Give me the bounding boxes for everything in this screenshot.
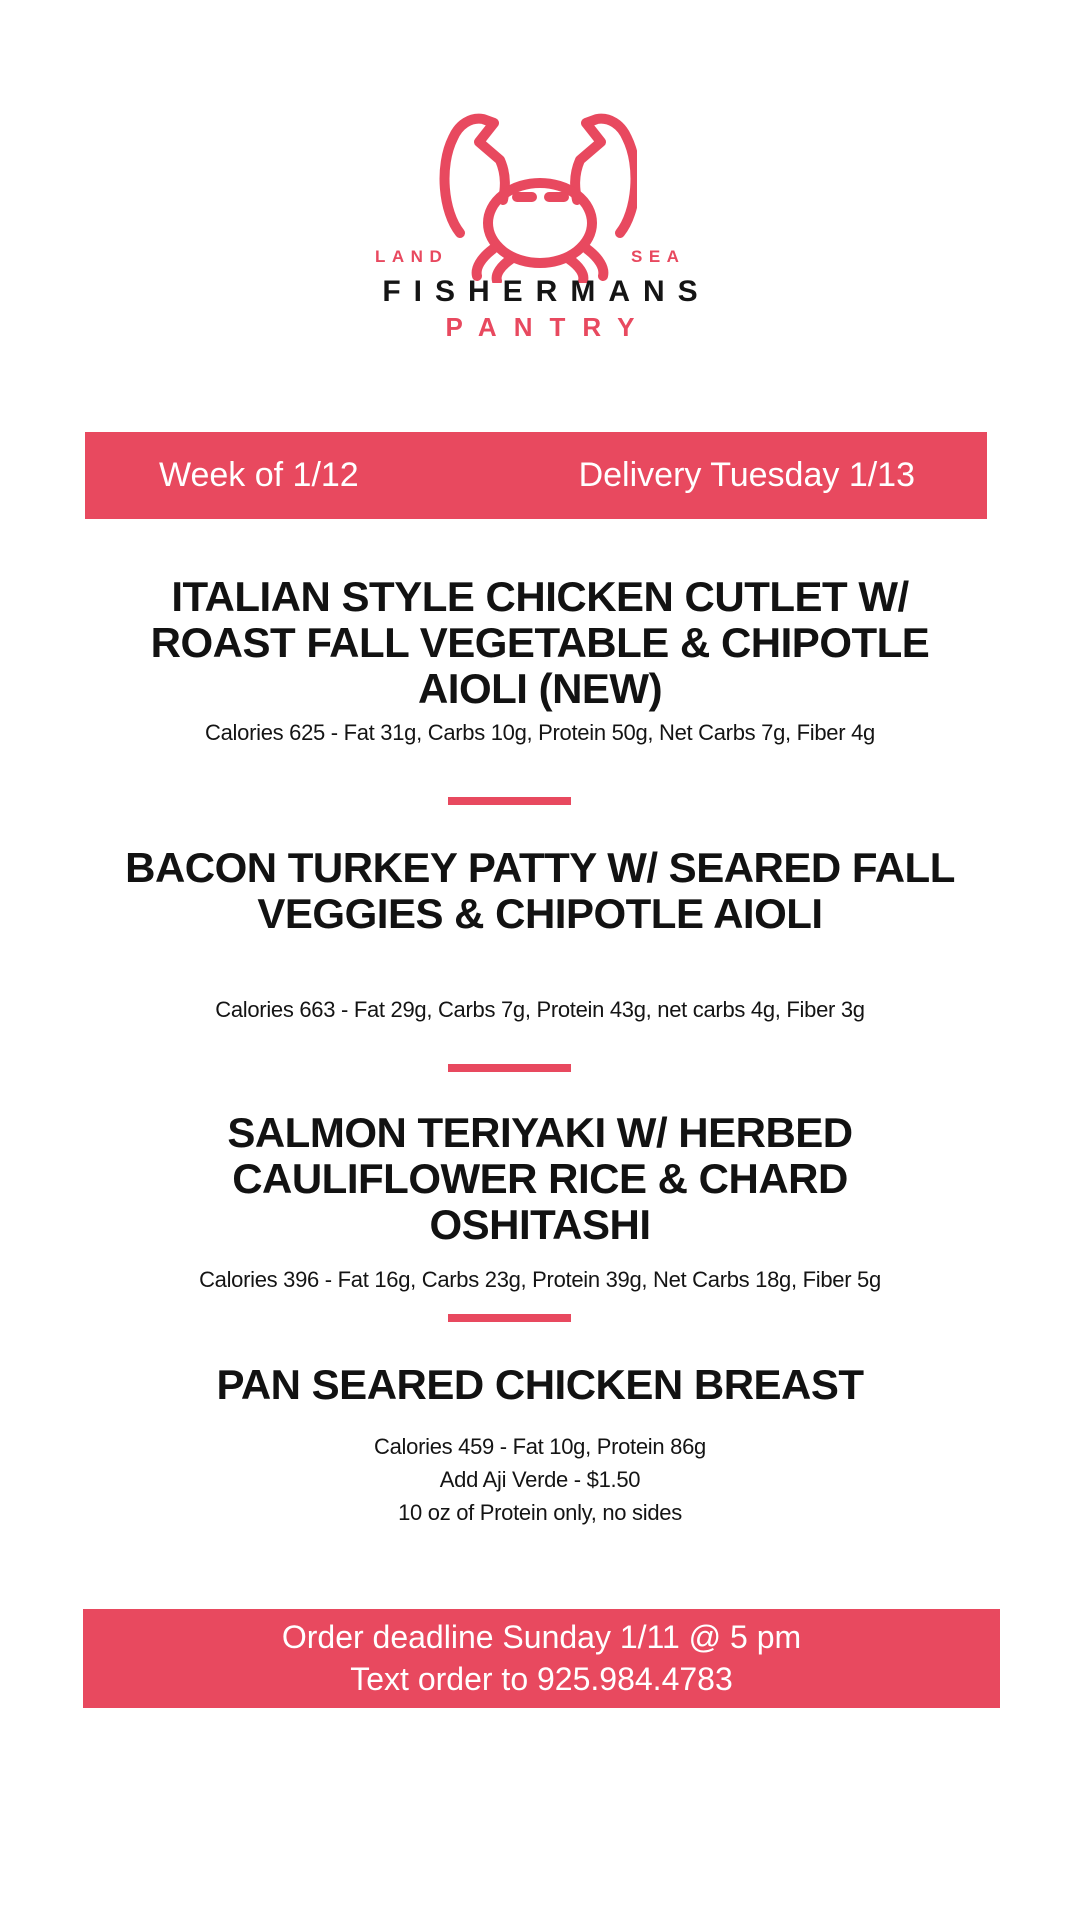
menu-item-4-title bbox=[0, 1362, 1080, 1408]
title-line: SALMON TERIYAKI W/ HERBED bbox=[227, 1109, 853, 1156]
detail-line: Calories 459 - Fat 10g, Protein 86g bbox=[374, 1434, 706, 1459]
title-line: OSHITASHI bbox=[429, 1201, 651, 1248]
logo-land-label: LAND bbox=[375, 247, 449, 266]
title-line: ITALIAN STYLE CHICKEN CUTLET W/ bbox=[171, 573, 909, 620]
title-line: VEGGIES & CHIPOTLE AIOLI bbox=[257, 890, 823, 937]
menu-item-3-details: Calories 396 - Fat 16g, Carbs 23g, Protein 39g, Net Carbs 18g, Fiber 5g bbox=[199, 1267, 881, 1292]
title-line: ROAST FALL VEGETABLE & CHIPOTLE bbox=[150, 619, 930, 666]
title-line: BACON TURKEY PATTY W/ SEARED FALL bbox=[125, 844, 955, 891]
menu-item-1-details: Calories 625 - Fat 31g, Carbs 10g, Protein 50g, Net Carbs 7g, Fiber 4g bbox=[205, 720, 875, 745]
week-label: Week of 1/12 bbox=[159, 456, 359, 494]
delivery-label: Delivery Tuesday 1/13 bbox=[578, 456, 915, 494]
menu-item-2-title bbox=[0, 845, 1080, 937]
section-divider bbox=[448, 1314, 571, 1322]
order-phone-label: Text order to 925.984.4783 bbox=[350, 1661, 733, 1697]
section-divider bbox=[448, 797, 571, 805]
order-deadline-label: Order deadline Sunday 1/11 @ 5 pm bbox=[281, 1619, 802, 1655]
detail-line: 10 oz of Protein only, no sides bbox=[398, 1500, 682, 1525]
crab-icon bbox=[437, 108, 637, 283]
week-banner bbox=[85, 432, 987, 519]
title-line: PAN SEARED CHICKEN BREAST bbox=[216, 1361, 864, 1408]
section-divider bbox=[448, 1064, 571, 1072]
brand-subname: PANTRY bbox=[445, 312, 652, 342]
menu-item-1-title bbox=[0, 574, 1080, 712]
menu-item-4-details bbox=[0, 1430, 1080, 1529]
title-line: CAULIFLOWER RICE & CHARD bbox=[232, 1155, 848, 1202]
menu-item-2-details: Calories 663 - Fat 29g, Carbs 7g, Protein 43g, net carbs 4g, Fiber 3g bbox=[215, 997, 865, 1022]
title-line: AIOLI (NEW) bbox=[417, 665, 663, 712]
order-banner bbox=[83, 1609, 1000, 1708]
menu-item-3-title bbox=[0, 1110, 1080, 1248]
logo-sea-label: SEA bbox=[631, 247, 686, 266]
brand-name: FISHERMANS bbox=[382, 275, 711, 308]
detail-line: Add Aji Verde - $1.50 bbox=[439, 1467, 641, 1492]
